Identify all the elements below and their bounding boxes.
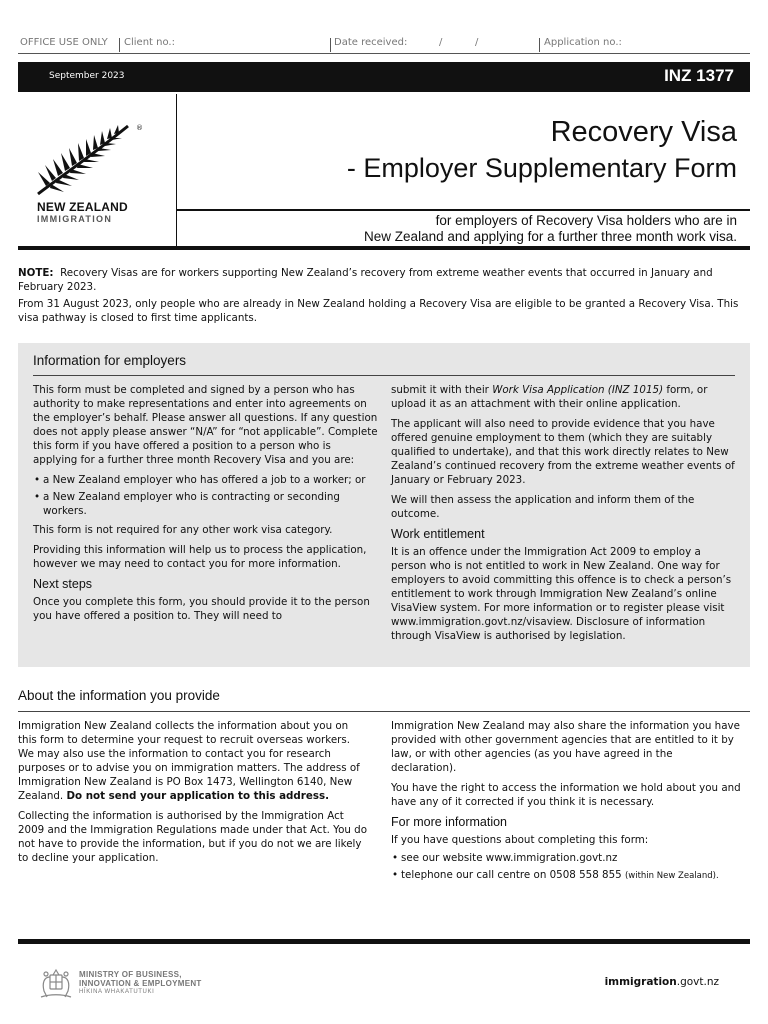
phone-item[interactable] xyxy=(391,868,741,883)
info-heading: Information for employers xyxy=(33,353,187,368)
about-paragraph: Collecting the information is authorised by the Immigration Act 2009 and the Immigration Regulations made under that Act. You do not have to provide the information, but if you do not we are likely to decline your application. xyxy=(18,810,368,864)
warning-text: Do not send your application to this address. xyxy=(66,790,330,802)
form-reference: Work Visa Application (INZ 1015) xyxy=(492,384,664,396)
phone-note: (within New Zealand). xyxy=(624,871,719,881)
about-right-column xyxy=(391,719,741,888)
text-run: form, or upload it as an attachment with their online application. xyxy=(391,384,708,410)
silver-fern-icon xyxy=(36,120,132,196)
list-item: • a New Zealand employer who is contracting or seconding workers. xyxy=(33,490,378,518)
logo-subname: IMMIGRATION xyxy=(37,214,113,224)
contact-list xyxy=(391,851,741,883)
website-link[interactable] xyxy=(605,976,719,988)
tagline-line: for employers of Recovery Visa holders who are in xyxy=(435,213,737,228)
info-paragraph: We will then assess the application and inform them of the outcome. xyxy=(391,494,695,520)
info-divider xyxy=(33,375,735,376)
form-number: INZ 1377 xyxy=(664,66,734,85)
text-run: telephone our call centre on 0508 558 855 xyxy=(401,869,625,881)
site-rest: .govt.nz xyxy=(676,976,719,988)
about-paragraph: Immigration New Zealand may also share the information you have provided with other government agencies that are entitled to it by law, or with other agencies (as you have agreed in the declaration). xyxy=(391,720,740,774)
info-right-column xyxy=(391,383,736,649)
next-steps-paragraph: Once you complete this form, you should provide it to the person you have offered a position to. They will need to xyxy=(33,596,370,622)
note-paragraph xyxy=(18,266,740,294)
header-divider xyxy=(18,246,750,250)
form-header-bar xyxy=(18,62,750,92)
list-item: • a New Zealand employer who has offered a job to a worker; or xyxy=(33,473,378,487)
date-separator: / xyxy=(475,37,479,48)
note-paragraph: From 31 August 2023, only people who are already in New Zealand holding a Recovery Visa are eligible to be granted a Recovery Visa. This visa pathway is closed to first time applicants. xyxy=(18,298,739,324)
note-text: Recovery Visas are for workers supporting New Zealand’s recovery from extreme weather events that occurred in January and February 2023. xyxy=(18,267,713,293)
title-divider xyxy=(177,209,750,211)
about-paragraph: You have the right to access the information we hold about you and have any of it corrected if you think it is necessary. xyxy=(391,782,741,808)
employer-type-list xyxy=(33,473,378,518)
logo-column xyxy=(18,94,177,248)
field-divider xyxy=(330,38,331,52)
work-entitlement-paragraph: It is an offence under the Immigration Act 2009 to employ a person who is not entitled to work in New Zealand. One way for employers to avoid committing this offence is to check a person’s entitlement to work through Immigration New Zealand’s online VisaView system. For more information or to register please visit www.immigration.govt.nz/visaview. Disclosure of information through VisaView is authorised by legislation. xyxy=(391,546,732,642)
page-subtitle: - Employer Supplementary Form xyxy=(346,153,737,183)
info-left-column xyxy=(33,383,378,629)
tagline-line: New Zealand and applying for a further three month work visa. xyxy=(364,229,737,244)
employer-info-panel xyxy=(18,343,750,667)
client-no-field[interactable]: Client no.: xyxy=(124,37,175,48)
site-bold: immigration xyxy=(604,976,677,988)
page-title: Recovery Visa xyxy=(550,116,737,148)
field-divider xyxy=(119,38,120,52)
ministry-name-line: MINISTRY OF BUSINESS, xyxy=(79,970,182,979)
ministry-maori-name: HĪKINA WHAKATUTUKI xyxy=(79,989,155,995)
date-separator: / xyxy=(439,37,443,48)
info-paragraph: The applicant will also need to provide evidence that you have offered genuine employment to them (which they are suitably qualified to undertake), and that this work directly relates to New Zealand’s continued recovery from the extreme weather events of January or February 2023. xyxy=(391,418,735,486)
more-info-paragraph: If you have questions about completing this form: xyxy=(391,834,649,846)
note-label: NOTE: xyxy=(18,267,54,279)
form-tagline xyxy=(177,213,737,245)
text-run: Immigration New Zealand collects the information about you on this form to determine your request to recruit overseas workers. We may also use the information to contact you for research purposes or to advise you on immigration matters. The address of Immigration New Zealand is PO Box 1473, Wellington 6140, New Zealand. xyxy=(18,720,360,802)
about-heading: About the information you provide xyxy=(18,688,220,703)
office-use-label: OFFICE USE ONLY xyxy=(20,37,108,48)
note-section xyxy=(18,266,740,328)
about-paragraph xyxy=(18,719,368,803)
form-date: September 2023 xyxy=(49,71,125,81)
info-paragraph: Providing this information will help us to process the application, however we may need to contact you for more information. xyxy=(33,544,367,570)
coat-of-arms-icon xyxy=(38,967,74,1001)
trademark-symbol: ® xyxy=(136,124,143,132)
info-paragraph: This form is not required for any other work visa category. xyxy=(33,524,333,536)
info-paragraph xyxy=(391,383,736,411)
field-divider xyxy=(539,38,540,52)
about-divider xyxy=(18,711,750,712)
website-item[interactable]: • see our website www.immigration.govt.nz xyxy=(391,851,741,865)
office-use-strip xyxy=(18,36,750,54)
work-entitlement-heading: Work entitlement xyxy=(391,527,485,541)
ministry-logo-text xyxy=(79,970,202,997)
application-no-field[interactable]: Application no.: xyxy=(544,37,622,48)
text-run: submit it with their xyxy=(391,384,493,396)
logo-name: NEW ZEALAND xyxy=(37,200,128,214)
footer-divider xyxy=(18,939,750,944)
about-left-column xyxy=(18,719,368,871)
info-paragraph: This form must be completed and signed by a person who has authority to make representations and enter into agreements on the employer’s behalf. Please answer all questions. If any question does not apply please answer “N/A” for “not applicable”. Complete this form if you have offered a position to a person who is applying for a further three month Recovery Visa and you are: xyxy=(33,384,378,466)
more-info-heading: For more information xyxy=(391,815,508,829)
date-received-field[interactable]: Date received: xyxy=(334,37,408,48)
ministry-name-line: INNOVATION & EMPLOYMENT xyxy=(79,979,202,988)
next-steps-heading: Next steps xyxy=(33,577,93,591)
